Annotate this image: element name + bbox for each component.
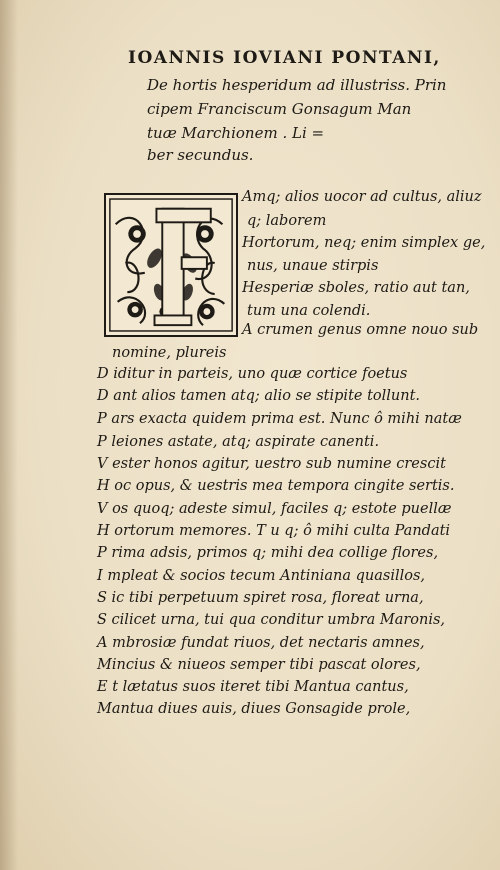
verse-line: I mpleat & socios tecum Antiniana quasillos, — [97, 568, 426, 584]
verse-line: Mincius & niueos semper tibi pascat olores, — [97, 657, 421, 673]
verse-line: D ant alios tamen atq; alio se stipite tollunt. — [97, 388, 421, 404]
subtitle-line: cipem Franciscum Gonsagum Man — [147, 100, 412, 118]
verse-line: Amq; alios uocor ad cultus, aliuz — [242, 189, 482, 205]
verse-line: tum una colendi. — [247, 303, 371, 319]
verse-line: nus, unaue stirpis — [247, 258, 379, 274]
verse-line: q; laborem — [247, 213, 327, 229]
verse-line: A crumen genus omne nouo sub — [242, 322, 479, 338]
subtitle-line: ber secundus. — [147, 146, 254, 164]
verse-line: Mantua diues auis, diues Gonsagide prole, — [97, 701, 411, 717]
verse-line: nomine, plureis — [112, 345, 227, 361]
subtitle-line: De hortis hesperidum ad illustriss. Prin — [147, 76, 447, 94]
verse-line: P ars exacta quidem prima est. Nunc ô mihi natæ — [97, 411, 462, 427]
page-gutter-shadow — [0, 0, 18, 870]
subtitle-line: tuæ Marchionem . Li = — [147, 124, 325, 142]
verse-line: H ortorum memores. T u q; ô mihi culta Pandati — [97, 523, 451, 539]
verse-line: P leiones astate, atq; aspirate canenti. — [97, 434, 380, 450]
verse-line: S cilicet urna, tui qua conditur umbra Maronis, — [97, 612, 446, 628]
verse-line: S ic tibi perpetuum spiret rosa, floreat urna, — [97, 590, 424, 606]
verse-line: V ester honos agitur, uestro sub numine crescit — [97, 456, 446, 472]
decorated-initial-letter — [104, 193, 238, 337]
verse-line: Hortorum, neq; enim simplex ge, — [242, 235, 486, 251]
verse-line: H oc opus, & uestris mea tempora cingite sertis. — [97, 478, 455, 494]
verse-line: Hesperiæ sboles, ratio aut tan, — [242, 280, 470, 296]
verse-line: P rima adsis, primos q; mihi dea collige flores, — [97, 545, 439, 561]
verse-line: D iditur in parteis, uno quæ cortice foetus — [97, 366, 408, 382]
floral-woodcut-icon — [106, 195, 236, 335]
verse-line: V os quoq; adeste simul, faciles q; estote puellæ — [97, 501, 452, 517]
author-heading: IOANNIS IOVIANI PONTANI, — [128, 48, 441, 68]
verse-line: A mbrosiæ fundat riuos, det nectaris amnes, — [97, 635, 425, 651]
verse-line: E t lætatus suos iteret tibi Mantua cantus, — [97, 679, 409, 695]
